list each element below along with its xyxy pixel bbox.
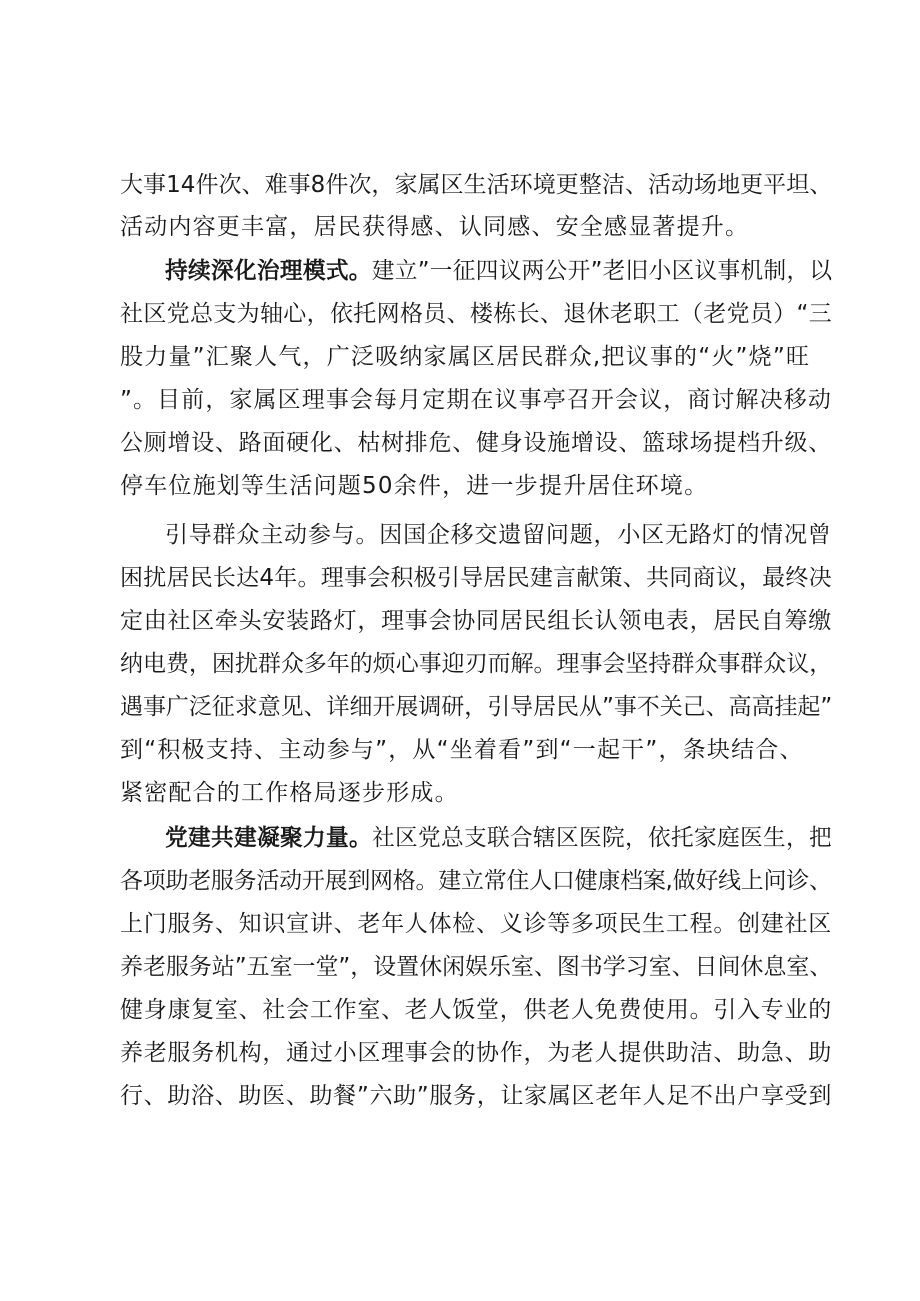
text-line: 各项助老服务活动开展到网格。建立常住人口健康档案,做好线上问诊、	[120, 868, 832, 894]
text-line: 引导群众主动参与。因国企移交遗留问题，小区无路灯的情况曾	[165, 522, 832, 548]
text-line: 到“积极支持、主动参与”，从“坐着看”到“一起干”，条块结合、	[120, 737, 804, 763]
text-line: 社区党总支为轴心，依托网格员、楼栋长、退休老职工（老党员）“三	[120, 301, 833, 327]
text-line: 健身康复室、社会工作室、老人饭堂，供老人免费使用。引入专业的	[120, 997, 832, 1023]
text-line: 公厕增设、路面硬化、枯树排危、健身设施增设、篮球场提档升级、	[120, 430, 832, 456]
paragraph-heading: 持续深化治理模式。	[165, 258, 372, 284]
text-line: 停车位施划等生活问题50余件，进一步提升居住环境。	[120, 473, 709, 499]
text-span: 社区党总支联合辖区医院，依托家庭医生，把	[372, 825, 833, 851]
text-line: 上门服务、知识宣讲、老年人体检、义诊等多项民生工程。创建社区	[120, 911, 832, 937]
text-line: 大事14件次、难事8件次，家属区生活环境更整洁、活动场地更平坦、	[120, 172, 833, 198]
text-line	[165, 256, 832, 286]
text-line: 活动内容更丰富，居民获得感、认同感、安全感显著提升。	[120, 214, 750, 240]
text-line: 养老服务站”五室一堂”，设置休闲娱乐室、图书学习室、日间休息室、	[120, 954, 833, 980]
text-line: 股力量”汇聚人气，广泛吸纳家属区居民群众,把议事的“火”烧”旺	[120, 344, 811, 370]
text-line: 紧密配合的工作格局逐步形成。	[120, 780, 459, 806]
text-span: 建立”一征四议两公开”老旧小区议事机制，以	[371, 258, 833, 284]
text-line: 遇事广泛征求意见、详细开展调研，引导居民从”事不关己、高高挂起”	[120, 694, 833, 720]
text-line: 定由社区牵头安装路灯，理事会协同居民组长认领电表，居民自筹缴	[120, 608, 832, 634]
text-line: 纳电费，困扰群众多年的烦心事迎刃而解。理事会坚持群众事群众议，	[120, 651, 833, 677]
text-line: 行、助浴、助医、助餐”六助”服务，让家属区老年人足不出户享受到	[120, 1083, 833, 1109]
text-line: 养老服务机构，通过小区理事会的协作，为老人提供助洁、助急、助	[120, 1040, 832, 1066]
text-line: 困扰居民长达4年。理事会积极引导居民建言献策、共同商议，最终决	[120, 565, 832, 591]
paragraph-heading: 党建共建凝聚力量。	[165, 825, 373, 851]
text-line: ”。目前，家属区理事会每月定期在议事亭召开会议，商讨解决移动	[120, 387, 832, 413]
text-line	[165, 823, 832, 853]
